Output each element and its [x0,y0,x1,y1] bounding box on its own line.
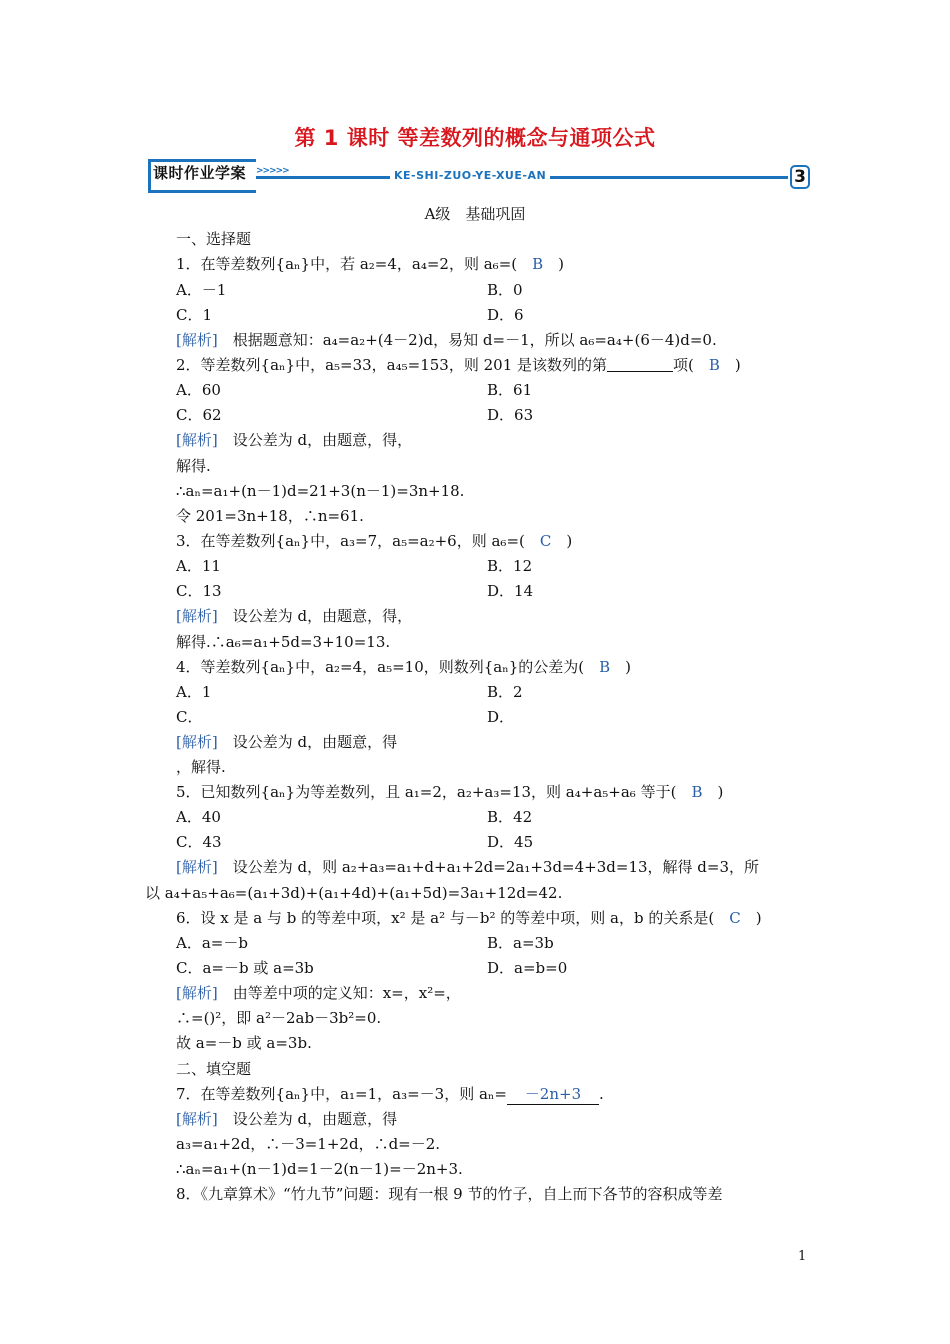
q6-option-c: C．a=－b 或 a=3b [176,959,314,977]
question-7-stem [176,1084,604,1105]
q2-analysis-line-4: 令 201=3n+18，∴n=61. [176,507,364,525]
question-8-stem: 8．《九章算术》“竹九节”问题：现有一根 9 节的竹子，自上而下各节的容积成等差 [176,1185,723,1203]
section-choice: 一、选择题 [176,230,252,248]
q3-option-b: B．12 [487,557,533,575]
q5-close: ) [702,783,724,801]
q1-option-a: A．－1 [176,281,227,299]
q1-option-d: D．6 [487,306,524,324]
q2-blank [607,357,673,372]
q2-option-b: B．61 [487,381,533,399]
q3-analysis [176,606,412,626]
page-number: 1 [798,1249,807,1264]
q1-analysis [176,330,717,350]
q1-answer: B [532,255,544,273]
q1-analysis-text: 根据题意知：a₄=a₂+(4－2)d，易知 d=－1，所以 a₆=a₄+(6－4)d=0. [217,331,717,349]
q6-analysis-line-3: 故 a=－b 或 a=3b. [176,1034,312,1052]
q3-stem-text: 3．在等差数列{aₙ}中，a₃=7，a₅=a₂+6，则 a₆=( [176,532,540,550]
q3-option-a: A．11 [176,557,221,575]
q7-stem-text: 7．在等差数列{aₙ}中，a₁=1，a₃=－3，则 aₙ= [176,1085,507,1103]
q6-option-d: D．a=b=0 [487,959,568,977]
q1-stem-text: 1．在等差数列{aₙ}中，若 a₂=4，a₄=2，则 a₆=( [176,255,533,273]
q5-option-d: D．45 [487,833,534,851]
q6-analysis [176,983,461,1003]
q2-analysis-text: 设公差为 d，由题意，得， [217,431,413,449]
banner-number-badge: 3 [790,165,810,189]
q6-close: ) [740,909,762,927]
q7-analysis-line-3: ∴aₙ=a₁+(n－1)d=1－2(n－1)=－2n+3. [176,1160,463,1178]
q4-option-b: B．2 [487,683,523,701]
q4-option-d: D． [487,708,515,726]
q3-option-c: C．13 [176,582,222,600]
banner-label: 课时作业学案 [153,164,247,182]
q5-option-a: A．40 [176,808,221,826]
q7-analysis [176,1109,397,1129]
question-5-stem [176,782,723,802]
q4-option-a: A．1 [176,683,212,701]
section-fill: 二、填空题 [176,1060,252,1078]
q2-analysis-tag: [解析] [176,431,218,449]
page-title: 第 1 课时 等差数列的概念与通项公式 [294,126,656,150]
question-6-stem [176,908,762,928]
q5-analysis-line-2: 以 a₄+a₅+a₆=(a₁+3d)+(a₁+4d)+(a₁+5d)=3a₁+12d=42. [145,884,563,902]
q6-option-a: A．a=－b [176,934,248,952]
q6-analysis-tag: [解析] [176,984,218,1002]
q4-analysis-text: 设公差为 d，由题意，得 [217,733,398,751]
q2-analysis-line-3: ∴aₙ=a₁+(n－1)d=21+3(n－1)=3n+18. [176,482,465,500]
q2-answer: B [708,356,720,374]
q4-analysis [176,732,397,752]
question-4-stem [176,657,631,677]
q1-analysis-tag: [解析] [176,331,218,349]
q5-option-b: B．42 [487,808,533,826]
q4-analysis-line-2: ，解得. [176,758,226,776]
q5-analysis-tag: [解析] [176,858,218,876]
q3-analysis-line-2: 解得.∴a₆=a₁+5d=3+10=13. [176,633,391,651]
q1-option-b: B．0 [487,281,523,299]
q5-analysis-text: 设公差为 d，则 a₂+a₃=a₁+d+a₁+2d=2a₁+3d=4+3d=13，解得 d=3，所 [217,858,760,876]
q7-end: . [598,1085,604,1103]
q6-analysis-text: 由等差中项的定义知：x=，x²=， [217,984,461,1002]
q7-analysis-text: 设公差为 d，由题意，得 [217,1110,398,1128]
q2-option-d: D．63 [487,406,534,424]
q7-analysis-line-2: a₃=a₁+2d，∴－3=1+2d，∴d=－2. [176,1135,441,1153]
q6-stem-text: 6．设 x 是 a 与 b 的等差中项，x² 是 a² 与－b² 的等差中项，则 a，b 的关系是( [176,909,730,927]
q1-option-c: C．1 [176,306,213,324]
q7-analysis-tag: [解析] [176,1110,218,1128]
q5-option-c: C．43 [176,833,222,851]
banner-pinyin: KE-SHI-ZUO-YE-XUE-AN [390,169,550,182]
q3-answer: C [539,532,552,550]
q2-option-a: A．60 [176,381,221,399]
q2-analysis-line-2: 解得. [176,457,211,475]
question-3-stem [176,531,572,551]
q3-option-d: D．14 [487,582,534,600]
q2-analysis [176,430,412,450]
q4-close: ) [610,658,632,676]
q2-option-c: C．62 [176,406,222,424]
question-1-stem [176,254,564,274]
q3-close: ) [551,532,573,550]
q2-stem-end: 项( [673,356,709,374]
q3-analysis-text: 设公差为 d，由题意，得， [217,607,413,625]
q1-close: ) [543,255,565,273]
q5-stem-text: 5．已知数列{aₙ}为等差数列，且 a₁=2，a₂+a₃=13，则 a₄+a₅+a₆ 等于( [176,783,692,801]
q4-answer: B [599,658,611,676]
section-banner [148,157,813,199]
q4-stem-text: 4．等差数列{aₙ}中，a₂=4，a₅=10，则数列{aₙ}的公差为( [176,658,600,676]
banner-arrows: >>>>> [256,166,289,176]
q6-analysis-line-2: ∴=()²，即 a²－2ab－3b²=0. [176,1009,382,1027]
q2-stem-text: 2．等差数列{aₙ}中，a₅=33，a₄₅=153，则 201 是该数列的第 [176,356,608,374]
q7-answer: －2n+3 [507,1084,599,1105]
question-2-stem [176,355,741,375]
q5-analysis [176,857,759,877]
q3-analysis-tag: [解析] [176,607,218,625]
level-heading: A级 基础巩固 [424,205,526,223]
q6-option-b: B．a=3b [487,934,554,952]
q6-answer: C [729,909,741,927]
q2-close: ) [719,356,741,374]
q4-option-c: C． [176,708,203,726]
q4-analysis-tag: [解析] [176,733,218,751]
q5-answer: B [691,783,703,801]
